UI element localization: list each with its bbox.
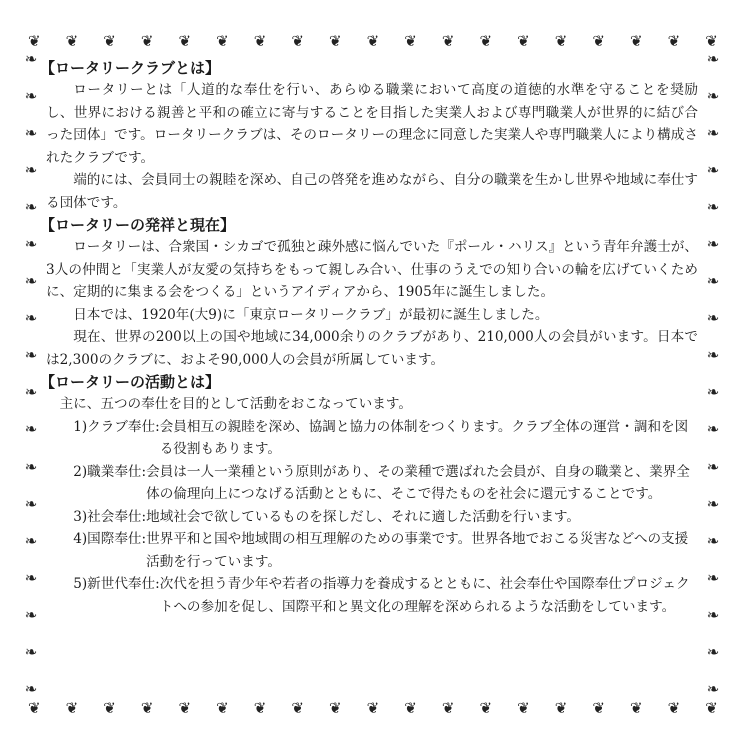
scroll-ornament-icon: ❦ [630, 31, 643, 50]
scroll-ornament-icon: ❦ [705, 31, 718, 50]
list-item-text: 会員は一人一業種という原則があり、その業種で選ばれた会員が、自身の職業と、業界全体の倫理向上につなげる活動とともに、そこで得たものを社会に還元することです。 [146, 463, 690, 502]
list-item-text: 会員相互の親睦を深め、協調と協力の体制をつくります。クラブ全体の運営・調和を図る役割もあります。 [159, 418, 689, 457]
scroll-ornament-icon: ❦ [216, 31, 229, 50]
scroll-ornament-icon: ❧ [24, 383, 38, 402]
scroll-ornament-icon: ❦ [140, 31, 154, 50]
scroll-ornament-icon: ❧ [24, 272, 38, 291]
right-ornament-border [704, 52, 722, 697]
scroll-ornament-icon: ❦ [140, 698, 154, 717]
list-item [46, 573, 698, 618]
scroll-ornament-icon: ❧ [706, 124, 720, 143]
top-ornament-border [28, 30, 718, 52]
scroll-ornament-icon: ❧ [706, 161, 720, 180]
scroll-ornament-icon: ❧ [706, 235, 720, 254]
scroll-ornament-icon: ❦ [479, 698, 493, 717]
lead-text: 主に、五つの奉仕を目的として活動をおこなっています。 [59, 396, 412, 412]
scroll-ornament-icon: ❦ [554, 698, 568, 717]
scroll-ornament-icon: ❦ [404, 31, 417, 50]
scroll-ornament-icon: ❦ [667, 698, 681, 717]
scroll-ornament-icon: ❧ [24, 346, 38, 365]
scroll-ornament-icon: ❦ [178, 31, 192, 50]
scroll-ornament-icon: ❧ [706, 198, 720, 217]
left-ornament-border [22, 52, 40, 697]
list-item-text: 次代を担う青少年や若者の指導力を養成するとともに、社会奉仕や国際奉仕プロジェクトへの参加を促し、国際平和と異文化の理解を深められるような活動をしています。 [159, 576, 690, 615]
paragraph: 現在、世界の200以上の国や地域に34,000余りのクラブがあり、210,000人の会員がいます。日本では2,300のクラブに、およそ90,000人の会員が所属しています。 [46, 329, 698, 368]
scroll-ornament-icon: ❧ [706, 309, 720, 328]
scroll-ornament-icon: ❧ [24, 457, 38, 476]
scroll-ornament-icon: ❦ [253, 31, 267, 50]
scroll-ornament-icon: ❧ [706, 457, 720, 476]
list-item-text: 地域社会で欲しているものを探しだし、それに適した活動を行います。 [146, 508, 581, 525]
scroll-ornament-icon: ❦ [103, 698, 116, 717]
scroll-ornament-icon: ❧ [24, 642, 38, 661]
scroll-ornament-icon: ❦ [329, 31, 342, 50]
scroll-ornament-icon: ❧ [24, 161, 38, 180]
scroll-ornament-icon: ❦ [517, 698, 530, 717]
scroll-ornament-icon: ❧ [706, 272, 720, 291]
scroll-ornament-icon: ❧ [24, 50, 38, 68]
scroll-ornament-icon: ❦ [705, 698, 718, 717]
scroll-ornament-icon: ❧ [24, 494, 38, 513]
list-item-label: 5)新世代奉仕: [73, 576, 160, 592]
scroll-ornament-icon: ❦ [291, 698, 304, 717]
scroll-ornament-icon: ❧ [706, 383, 720, 402]
list-item-label: 1)クラブ奉仕: [73, 418, 160, 435]
scroll-ornament-icon: ❧ [706, 531, 720, 550]
scroll-ornament-icon: ❦ [329, 698, 342, 717]
scroll-ornament-icon: ❧ [706, 346, 720, 365]
scroll-ornament-icon: ❦ [291, 31, 304, 50]
scroll-ornament-icon: ❧ [706, 87, 720, 106]
scroll-ornament-icon: ❦ [65, 698, 79, 717]
scroll-ornament-icon: ❦ [592, 31, 605, 50]
scroll-ornament-icon: ❧ [706, 50, 720, 68]
scroll-ornament-icon: ❧ [24, 235, 38, 254]
scroll-ornament-icon: ❦ [441, 31, 455, 50]
scroll-ornament-icon: ❧ [706, 568, 720, 587]
scroll-ornament-icon: ❧ [706, 420, 720, 439]
paragraph: ロータリーとは「人道的な奉仕を行い、あらゆる職業において高度の道徳的水準を守ることを奨励し、世界における親善と平和の確立に寄与することを目指した実業人および専門職業人が世界的に結び合った団体」です。ロータリークラブは、そのロータリーの理念に同意した実業人や専門職業人により構成されたクラブです。 [46, 82, 698, 166]
paragraph: 端的には、会員同士の親睦を深め、自己の啓発を進めながら、自分の職業を生かし世界や地域に奉仕する団体です。 [46, 172, 698, 211]
paragraph: ロータリーは、合衆国・シカゴで孤独と疎外感に悩んでいた『ポール・ハリス』という青年弁護士が、3人の仲間と「実業人が友愛の気持ちをもって親しみ合い、仕事のうえでの知り合いの輪を広げていくために、定期的に集まる会をつくる」というアイディアから、1905年に誕生しました。 [46, 239, 698, 300]
scroll-ornament-icon: ❦ [366, 698, 380, 717]
scroll-ornament-icon: ❧ [24, 124, 38, 143]
list-item [46, 461, 698, 506]
scroll-ornament-icon: ❦ [103, 31, 116, 50]
scroll-ornament-icon: ❦ [592, 698, 605, 717]
section-about-rotary-club [40, 57, 698, 214]
list-item-label: 4)国際奉仕: [73, 531, 147, 547]
scroll-ornament-icon: ❦ [404, 698, 417, 717]
scroll-ornament-icon: ❦ [253, 698, 267, 717]
scroll-ornament-icon: ❧ [24, 679, 38, 698]
scroll-ornament-icon: ❧ [24, 531, 38, 550]
scroll-ornament-icon: ❦ [178, 698, 192, 717]
list-item-label: 2)職業奉仕: [73, 463, 147, 480]
section-heading: 【ロータリーの活動とは】 [40, 373, 221, 391]
scroll-ornament-icon: ❦ [28, 31, 41, 50]
scroll-ornament-icon: ❦ [65, 31, 79, 50]
list-item [46, 528, 698, 573]
scroll-ornament-icon: ❦ [441, 698, 455, 717]
list-item-text: 世界平和と国や地域間の相互理解のための事業です。世界各地でおこる災害などへの支援活動を行っています。 [146, 531, 689, 570]
scroll-ornament-icon: ❧ [706, 642, 720, 661]
section-heading: 【ロータリークラブとは】 [40, 59, 221, 77]
scroll-ornament-icon: ❧ [706, 605, 720, 624]
scroll-ornament-icon: ❧ [24, 605, 38, 624]
scroll-ornament-icon: ❧ [24, 568, 38, 587]
scroll-ornament-icon: ❧ [24, 87, 38, 106]
bottom-ornament-border [28, 697, 718, 719]
section-origin-and-present [40, 214, 698, 371]
scroll-ornament-icon: ❦ [630, 698, 643, 717]
section-activities [40, 371, 698, 618]
list-item-label: 3)社会奉仕: [73, 508, 147, 525]
scroll-ornament-icon: ❦ [366, 31, 380, 50]
document-content [40, 57, 698, 618]
scroll-ornament-icon: ❦ [517, 31, 530, 50]
section-heading: 【ロータリーの発祥と現在】 [40, 216, 236, 234]
scroll-ornament-icon: ❦ [667, 31, 681, 50]
paragraph: 日本では、1920年(大9)に「東京ロータリークラブ」が最初に誕生しました。 [73, 306, 549, 323]
scroll-ornament-icon: ❦ [28, 698, 41, 717]
scroll-ornament-icon: ❧ [24, 420, 38, 439]
scroll-ornament-icon: ❦ [479, 31, 493, 50]
scroll-ornament-icon: ❦ [216, 698, 229, 717]
list-item [46, 506, 698, 529]
scroll-ornament-icon: ❧ [706, 679, 720, 698]
list-item [46, 416, 698, 461]
scroll-ornament-icon: ❦ [554, 31, 568, 50]
scroll-ornament-icon: ❧ [24, 309, 38, 328]
scroll-ornament-icon: ❧ [706, 494, 720, 513]
scroll-ornament-icon: ❧ [24, 198, 38, 217]
